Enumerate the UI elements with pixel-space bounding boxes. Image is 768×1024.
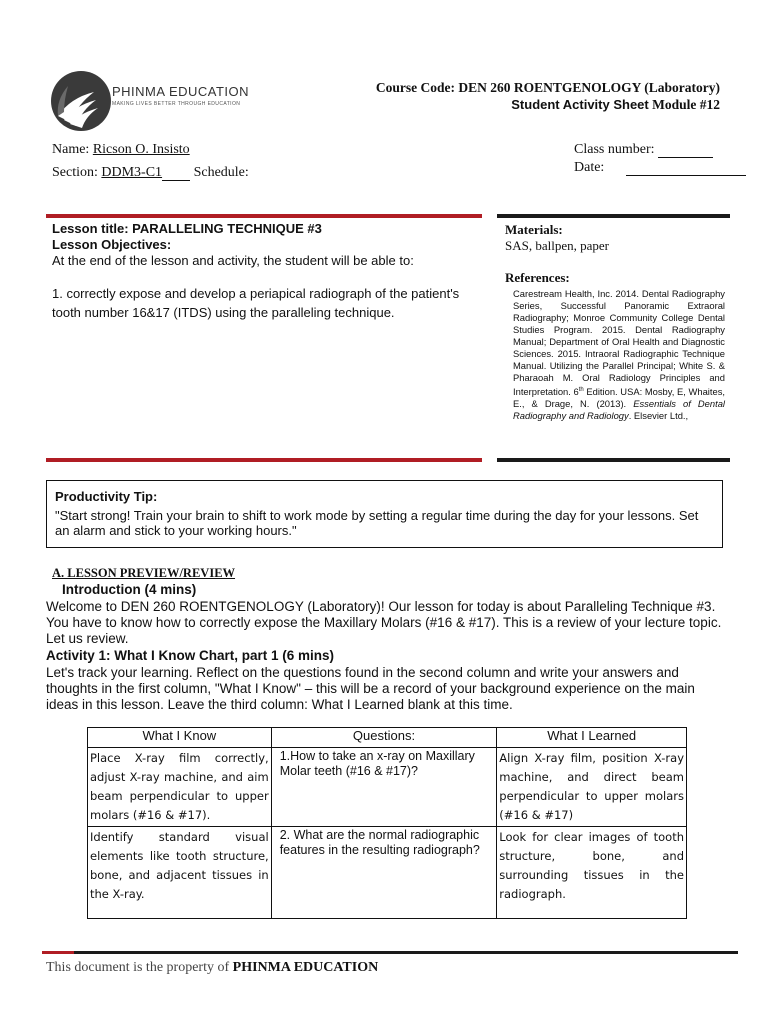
objectives-intro: At the end of the lesson and activity, the student will be able to: [52,253,414,268]
footer-divider-accent [42,951,74,954]
footer-brand: PHINMA EDUCATION [232,960,379,975]
footer [46,960,378,976]
class-number-field [574,142,713,158]
materials-bottom-bar [497,458,730,462]
name-label: Name: [52,142,90,157]
schedule-label: Schedule: [193,165,249,180]
learned-cell: Align X-ray film, position X-ray machine, and direct beam perpendicular to upper molars (#16 & #17) [497,748,687,827]
date-field [574,160,746,176]
course-code: Course Code: DEN 260 ROENTGENOLOGY (Laboratory) [375,80,720,95]
references-part-3: . Elsevier Ltd., [628,410,689,422]
lesson-block [52,221,482,322]
materials-items: SAS, ballpen, paper [505,238,609,253]
header-questions: Questions: [271,728,497,748]
section-a-heading [52,566,235,581]
section-a-title: A. LESSON PREVIEW/REVIEW [52,566,236,580]
intro-text: Welcome to DEN 260 ROENTGENOLOGY (Laboratory)! Our lesson for today is about Paralleling Technique #3. You have to know how to correctly expose the Maxillary Molars (#16 & #17). This is a review of your lecture topic. Let us review. [46,599,722,646]
section-value: DDM3-C1 [101,165,163,180]
references-text [513,288,725,422]
references-part-2: Edition. USA: Mosby, E, Whaites, E., & Drage, N. (2013). [513,386,725,410]
table-row [88,748,687,827]
logo-tagline: MAKING LIVES BETTER THROUGH EDUCATION [112,101,241,107]
question-cell: 1.How to take an x-ray on Maxillary Molar teeth (#16 & #17)? [271,748,497,827]
productivity-tip-box [46,480,723,548]
footer-divider [42,951,738,954]
sheet-title: Student Activity Sheet [511,97,649,112]
activity-text: Let's track your learning. Reflect on the questions found in the second column and write your answers and thoughts in the first column, "What I Know" – this will be a record of your background experience on the main ideas in this lesson. Leave the third column: What I Learned blank at this time. [46,665,695,712]
know-cell: Place X-ray film correctly, adjust X-ray machine, and aim beam perpendicular to upper molars (#16 & #17). [88,748,272,827]
materials-block [505,222,725,422]
course-header [376,79,720,113]
lesson-bottom-bar [46,458,482,462]
materials-heading: Materials: [505,222,563,237]
module-number: Module #12 [652,97,720,112]
lesson-top-bar [46,214,482,218]
table-header-row [88,728,687,748]
tip-text: "Start strong! Train your brain to shift to work mode by setting a regular time during the day for your lessons. Set an alarm and stick to your working hours." [55,508,699,538]
header-what-i-know: What I Know [88,728,272,748]
references-sup: th [578,387,584,393]
tip-title: Productivity Tip: [55,489,158,504]
know-cell: Identify standard visual elements like tooth structure, bone, and adjacent tissues in the X-ray. [88,827,272,919]
learned-cell: Look for clear images of tooth structure, bone, and surrounding tissues in the radiograph. [497,827,687,919]
table-row [88,827,687,919]
lesson-title: Lesson title: PARALLELING TECHNIQUE #3 [52,221,322,236]
objective-item: 1. correctly expose and develop a periapical radiograph of the patient's tooth number 16&17 (ITDS) using the paralleling technique. [52,286,460,320]
activity-heading: Activity 1: What I Know Chart, part 1 (6 mins) [46,648,335,663]
objectives-heading: Lesson Objectives: [52,237,172,252]
intro-heading: Introduction (4 mins) [62,582,197,597]
logo-text [112,84,249,107]
references-part-1: Carestream Health, Inc. 2014. Dental Radiography Series, Successful Panoramic Extraoral Radiography; Monroe Community College Dental Studies Program. 2015. Dental Radiography Manual; Department of Oral Health and Diagnostic Sciences. 2015. Intraoral Radiographic Technique Manual. Utilizing the Parallel Principal; White S. & Pharaoah M. Oral Radiology Principles and Interpretation. 6 [513,288,725,398]
name-field [52,142,190,158]
section-blank [162,180,190,181]
class-number-label: Class number: [574,142,655,157]
materials-top-bar [497,214,730,218]
logo-name: PHINMA EDUCATION [112,84,250,99]
question-cell: 2. What are the normal radiographic features in the resulting radiograph? [271,827,497,919]
name-value: Ricson O. Insisto [92,142,190,157]
what-i-know-table [87,727,687,919]
class-number-blank [658,157,713,158]
footer-text: This document is the property of [46,960,233,975]
section-field [52,165,249,181]
references-book-title: Essentials of Dental Radiography and Radiology [513,398,725,422]
references-heading: References: [505,270,570,285]
date-blank [626,175,746,176]
phinma-logo-mark-icon [50,70,112,132]
section-label: Section: [52,165,98,180]
header-what-i-learned: What I Learned [497,728,687,748]
date-label: Date: [574,160,605,175]
